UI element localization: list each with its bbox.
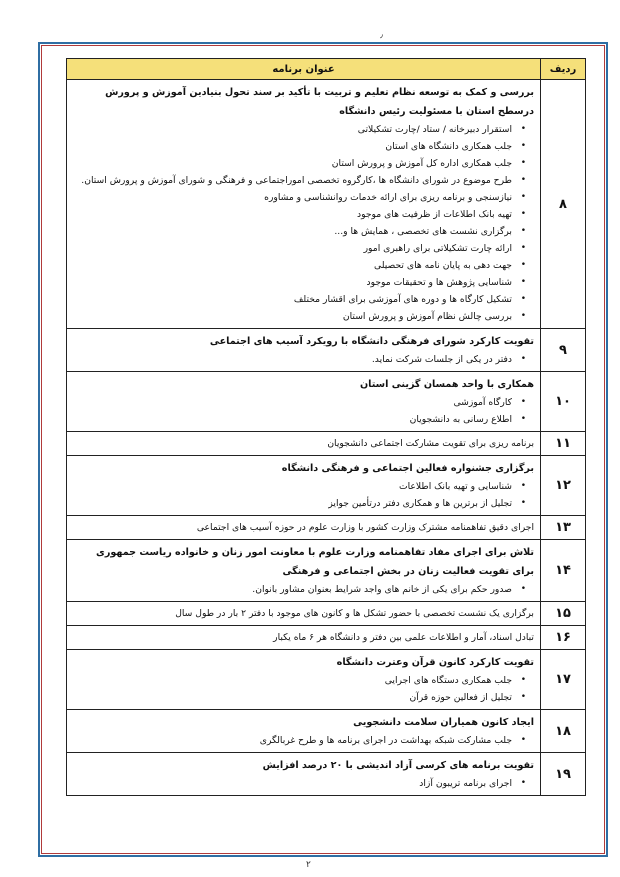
list-item: • جلب همکاری دستگاه های اجرایی <box>73 672 512 689</box>
action-list <box>73 394 534 428</box>
list-item: • استقرار دبیرخانه / ستاد /چارت تشکیلاتی <box>73 121 512 138</box>
table-header-row <box>67 59 586 80</box>
row-number: ۸ <box>541 80 586 329</box>
list-item: • اجرای برنامه تریبون آزاد <box>73 775 512 792</box>
list-item: • کارگاه آموزشی <box>73 394 512 411</box>
program-title: برگزاری جشنواره فعالین اجتماعی و فرهنگی دانشگاه <box>281 463 534 474</box>
action-list <box>73 478 534 512</box>
action-list <box>73 732 534 749</box>
action-list <box>73 775 534 792</box>
table-row <box>67 80 586 329</box>
program-title: تلاش برای اجرای مفاد تفاهمنامه وزارت علوم با معاونت امور زنان و خانواده ریاست جمهوری برای تقویت فعالیت زنان در بخش اجتماعی و فرهنگی <box>96 547 534 577</box>
table-row <box>67 540 586 602</box>
list-item: • جلب مشارکت شبکه بهداشت در اجرای برنامه ها و طرح غربالگری <box>73 732 512 749</box>
row-content <box>67 80 541 329</box>
row-number: ۱۴ <box>541 540 586 602</box>
table-row <box>67 432 586 456</box>
top-mark: ٫ <box>380 30 383 40</box>
program-title: همکاری با واحد همسان گزینی استان <box>359 379 534 390</box>
row-number: ۱۳ <box>541 516 586 540</box>
action-list <box>73 351 534 368</box>
program-title: ایجاد کانون همیاران سلامت دانشجویی <box>353 717 534 728</box>
page-number: ٢ <box>306 860 311 870</box>
row-content <box>67 540 541 602</box>
program-title: تقویت کارکرد شورای فرهنگی دانشگاه با رویکرد آسیب های اجتماعی <box>209 336 534 347</box>
list-item: • شناسایی و تهیه بانک اطلاعات <box>73 478 512 495</box>
list-item: • طرح موضوع در شورای دانشگاه ها ،کارگروه تخصصی اموراجتماعی و فرهنگی و شورای آموزش و پرورش استان. <box>73 172 512 189</box>
program-text: تبادل اسناد، آمار و اطلاعات علمی بین دفتر و دانشگاه هر ۶ ماه یکبار <box>273 632 534 643</box>
row-number: ۹ <box>541 329 586 372</box>
list-item: • برگزاری نشست های تخصصی ، همایش ها و... <box>73 223 512 240</box>
row-number: ۱۱ <box>541 432 586 456</box>
program-text: اجرای دقیق تفاهمنامه مشترک وزارت کشور با وزارت علوم در حوزه آسیب های اجتماعی <box>196 522 534 533</box>
row-content <box>67 710 541 753</box>
list-item: • ارائه چارت تشکیلاتی برای راهبری امور <box>73 240 512 257</box>
table-row <box>67 602 586 626</box>
program-text: برنامه ریزی برای تقویت مشارکت اجتماعی دانشجویان <box>327 438 534 449</box>
table-row <box>67 650 586 710</box>
program-table <box>66 58 586 796</box>
row-content <box>67 626 541 650</box>
list-item: • اطلاع رسانی به دانشجویان <box>73 411 512 428</box>
table-row <box>67 516 586 540</box>
action-list <box>73 581 534 598</box>
list-item: • تهیه بانک اطلاعات از ظرفیت های موجود <box>73 206 512 223</box>
list-item: • نیازسنجی و برنامه ریزی برای ارائه خدمات روانشناسی و مشاوره <box>73 189 512 206</box>
row-number: ۱۵ <box>541 602 586 626</box>
table-row <box>67 456 586 516</box>
list-item: • تجلیل از فعالین حوزه قرآن <box>73 689 512 706</box>
table-row <box>67 626 586 650</box>
table-row <box>67 329 586 372</box>
row-content <box>67 602 541 626</box>
row-number: ۱۹ <box>541 753 586 796</box>
header-row-number: ردیف <box>541 59 586 80</box>
list-item: • جهت دهی به پایان نامه های تحصیلی <box>73 257 512 274</box>
row-content <box>67 516 541 540</box>
list-item: • جلب همکاری دانشگاه های استان <box>73 138 512 155</box>
row-number: ۱۰ <box>541 372 586 432</box>
list-item: • جلب همکاری اداره کل آموزش و پرورش استان <box>73 155 512 172</box>
row-content <box>67 432 541 456</box>
row-content <box>67 329 541 372</box>
header-program-title: عنوان برنامه <box>67 59 541 80</box>
list-item: • شناسایی پژوهش ها و تحقیقات موجود <box>73 274 512 291</box>
table-row <box>67 372 586 432</box>
list-item: • صدور حکم برای یکی از خانم های واجد شرایط بعنوان مشاور بانوان. <box>73 581 512 598</box>
row-number: ۱۶ <box>541 626 586 650</box>
list-item: • تجلیل از برترین ها و همکاری دفتر درتأمین جوایز <box>73 495 512 512</box>
table-row <box>67 753 586 796</box>
row-number: ۱۲ <box>541 456 586 516</box>
list-item: • بررسی چالش نظام آموزش و پرورش استان <box>73 308 512 325</box>
program-text: برگزاری یک نشست تخصصی با حضور تشکل ها و کانون های موجود با دفتر ۲ بار در طول سال <box>175 608 534 619</box>
row-content <box>67 650 541 710</box>
list-item: • تشکیل کارگاه ها و دوره های آموزشی برای اقشار مختلف <box>73 291 512 308</box>
program-title: تقویت کارکرد کانون قرآن وعترت دانشگاه <box>336 657 534 668</box>
list-item: • دفتر در یکی از جلسات شرکت نماید. <box>73 351 512 368</box>
table-body <box>67 80 586 796</box>
program-title: تقویت برنامه های کرسی آزاد اندیشی با ۲۰ درصد افزایش <box>262 760 534 771</box>
row-content <box>67 456 541 516</box>
row-number: ۱۷ <box>541 650 586 710</box>
program-title: بررسی و کمک به توسعه نظام تعلیم و تربیت با تأکید بر سند تحول بنیادین آموزش و پرورش درسطح استان با مسئولیت رئیس دانشگاه <box>105 87 534 117</box>
action-list <box>73 121 534 325</box>
table-row <box>67 710 586 753</box>
row-number: ۱۸ <box>541 710 586 753</box>
action-list <box>73 672 534 706</box>
row-content <box>67 753 541 796</box>
row-content <box>67 372 541 432</box>
